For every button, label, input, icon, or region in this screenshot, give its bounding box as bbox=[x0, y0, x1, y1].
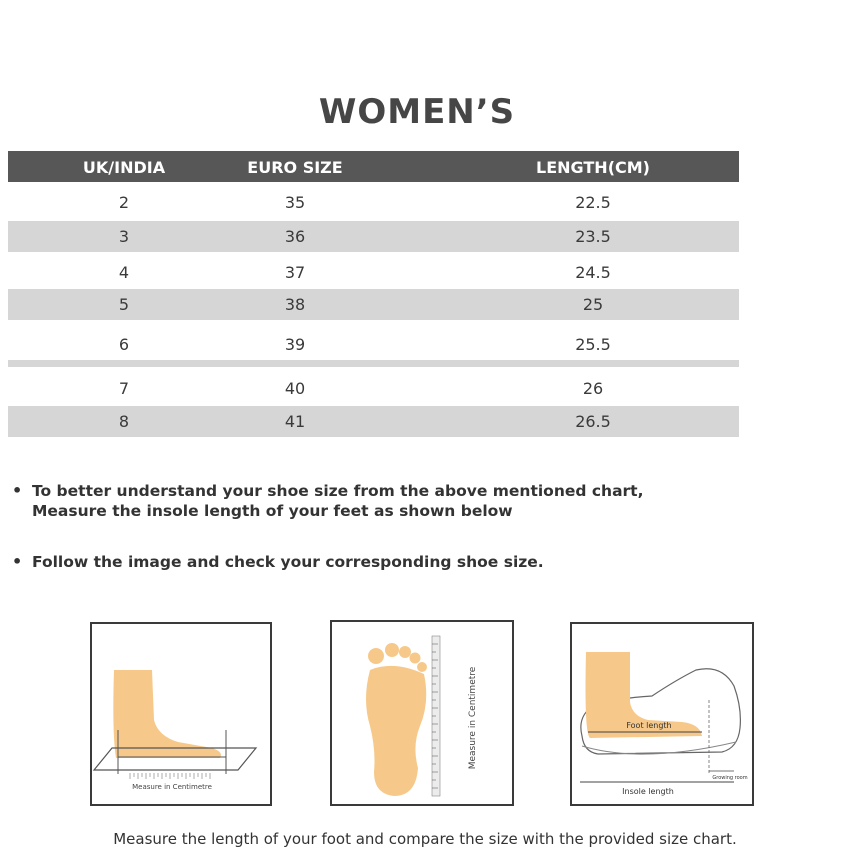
cell-uk-india: 5 bbox=[118, 295, 130, 314]
header-length-cm: LENGTH(CM) bbox=[536, 158, 650, 177]
table-row bbox=[8, 289, 739, 320]
header-uk-india: UK/INDIA bbox=[82, 158, 166, 177]
page-title: WOMEN’S bbox=[318, 92, 516, 132]
foot-length-label: Foot length bbox=[626, 721, 672, 730]
cell-uk-india: 8 bbox=[118, 412, 130, 431]
insole-length-label: Insole length bbox=[622, 787, 674, 796]
cell-length-cm: 22.5 bbox=[575, 193, 611, 212]
header-euro-size: EURO SIZE bbox=[247, 158, 343, 177]
foot-side-icon bbox=[92, 624, 270, 804]
cell-length-cm: 25 bbox=[582, 295, 604, 314]
table-row bbox=[8, 187, 739, 218]
cell-euro-size: 35 bbox=[284, 193, 306, 212]
side-foot-measure-label: Measure in Centimetre bbox=[132, 783, 212, 791]
cell-uk-india: 2 bbox=[118, 193, 130, 212]
row-divider bbox=[8, 360, 739, 367]
instruction-item bbox=[12, 552, 544, 572]
cell-uk-india: 6 bbox=[118, 335, 130, 354]
foot-sole-icon bbox=[332, 622, 512, 804]
cell-euro-size: 40 bbox=[284, 379, 306, 398]
cell-euro-size: 41 bbox=[284, 412, 306, 431]
table-row bbox=[8, 406, 739, 437]
side-foot-illustration bbox=[90, 622, 272, 806]
table-row bbox=[8, 221, 739, 252]
cell-euro-size: 38 bbox=[284, 295, 306, 314]
sole-measure-label: Measure in Centimetre bbox=[468, 666, 478, 770]
cell-length-cm: 23.5 bbox=[575, 227, 611, 246]
instruction-line: To better understand your shoe size from the above mentioned chart, bbox=[32, 482, 644, 500]
shoe-icon bbox=[572, 624, 752, 804]
cell-length-cm: 25.5 bbox=[575, 335, 611, 354]
cell-length-cm: 26.5 bbox=[575, 412, 611, 431]
instruction-line: Measure the insole length of your feet as shown below bbox=[32, 502, 513, 520]
growing-room-label: Growing room bbox=[712, 775, 748, 781]
bullet-icon: • bbox=[12, 552, 23, 571]
cell-uk-india: 4 bbox=[118, 263, 130, 282]
sole-illustration bbox=[330, 620, 514, 806]
size-chart-table bbox=[8, 151, 739, 431]
bullet-icon: • bbox=[12, 481, 23, 500]
shoe-illustration bbox=[570, 622, 754, 806]
cell-euro-size: 36 bbox=[284, 227, 306, 246]
table-header bbox=[8, 151, 739, 182]
table-row bbox=[8, 329, 739, 360]
cell-uk-india: 7 bbox=[118, 379, 130, 398]
instruction-item bbox=[12, 481, 643, 521]
cell-uk-india: 3 bbox=[118, 227, 130, 246]
footer-caption: Measure the length of your foot and compare the size with the provided size chart. bbox=[113, 830, 737, 848]
cell-euro-size: 39 bbox=[284, 335, 306, 354]
instruction-line: Follow the image and check your corresponding shoe size. bbox=[32, 553, 544, 571]
cell-length-cm: 24.5 bbox=[575, 263, 611, 282]
table-row bbox=[8, 373, 739, 404]
cell-euro-size: 37 bbox=[284, 263, 306, 282]
cell-length-cm: 26 bbox=[582, 379, 604, 398]
table-row bbox=[8, 257, 739, 288]
